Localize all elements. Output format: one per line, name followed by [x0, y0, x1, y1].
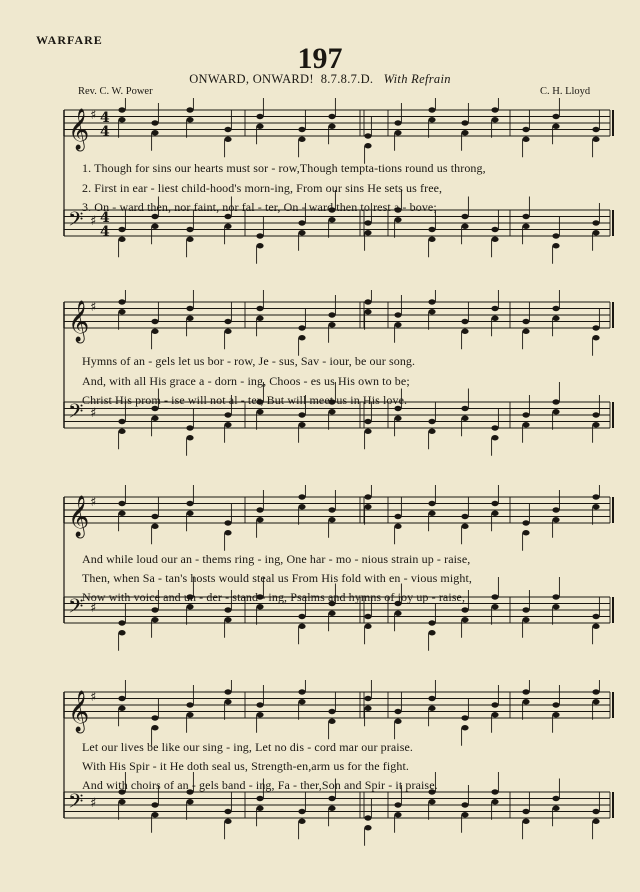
notehead: [592, 137, 599, 142]
notehead: [151, 224, 158, 229]
notehead: [224, 699, 231, 704]
notehead: [592, 412, 599, 417]
notehead: [151, 812, 158, 817]
notehead: [328, 709, 335, 714]
notehead: [256, 409, 263, 414]
notehead: [118, 511, 125, 516]
section-heading: WARFARE: [36, 33, 103, 47]
notehead: [256, 124, 263, 129]
notehead: [364, 696, 371, 701]
notehead: [394, 217, 401, 222]
notehead: [118, 237, 125, 242]
notehead: [461, 514, 468, 519]
notehead: [298, 230, 305, 235]
sharp-icon: ♯: [90, 108, 97, 123]
notehead: [151, 514, 158, 519]
notehead: [522, 224, 529, 229]
notehead: [364, 299, 371, 304]
notehead: [394, 322, 401, 327]
notehead: [461, 319, 468, 324]
notehead: [256, 233, 263, 238]
notehead: [364, 230, 371, 235]
notehead: [491, 316, 498, 321]
notehead: [298, 335, 305, 340]
notehead: [552, 796, 559, 801]
notehead: [298, 809, 305, 814]
notehead: [118, 706, 125, 711]
notehead: [364, 419, 371, 424]
notehead: [428, 299, 435, 304]
notehead: [491, 237, 498, 242]
notehead: [522, 530, 529, 535]
notehead: [151, 329, 158, 334]
notehead: [186, 306, 193, 311]
notehead: [552, 806, 559, 811]
notehead: [592, 614, 599, 619]
notehead: [224, 422, 231, 427]
notehead: [118, 107, 125, 112]
notehead: [364, 309, 371, 314]
notehead: [118, 630, 125, 635]
notehead: [256, 712, 263, 717]
notehead: [328, 719, 335, 724]
notehead: [552, 114, 559, 119]
notehead: [224, 137, 231, 142]
notehead: [491, 511, 498, 516]
notehead: [186, 316, 193, 321]
notehead: [328, 114, 335, 119]
notehead: [428, 620, 435, 625]
notehead: [118, 227, 125, 232]
notehead: [328, 217, 335, 222]
lyric-line: Then, when Sa - tan's hosts would steal us From His fold with en - vious might,: [82, 571, 473, 585]
refrain-note: With Refrain: [383, 72, 451, 86]
lyric-line: With His Spir - it He doth seal us, Strength-en,arm us for the fight.: [82, 759, 410, 773]
notehead: [118, 429, 125, 434]
notehead: [552, 316, 559, 321]
notehead: [394, 514, 401, 519]
notehead: [256, 243, 263, 248]
notehead: [491, 117, 498, 122]
notehead: [224, 127, 231, 132]
notehead: [151, 319, 158, 324]
notehead: [224, 329, 231, 334]
notehead: [298, 614, 305, 619]
notehead: [491, 107, 498, 112]
notehead: [491, 501, 498, 506]
notehead: [224, 809, 231, 814]
notehead: [428, 630, 435, 635]
lyric-line: Hymns of an - gels let us bor - row, Je - sus, Sav - iour, be our song.: [82, 354, 416, 368]
notehead: [298, 494, 305, 499]
notehead: [394, 812, 401, 817]
notehead: [552, 712, 559, 717]
notehead: [151, 120, 158, 125]
notehead: [592, 494, 599, 499]
notehead: [428, 117, 435, 122]
title-line: [0, 72, 640, 87]
bass-clef-icon: 𝄢: [68, 594, 84, 623]
notehead: [592, 699, 599, 704]
notehead: [224, 412, 231, 417]
notehead: [364, 494, 371, 499]
notehead: [592, 689, 599, 694]
notehead: [461, 416, 468, 421]
notehead: [224, 224, 231, 229]
notehead: [186, 117, 193, 122]
notehead: [364, 429, 371, 434]
notehead: [592, 335, 599, 340]
notehead: [428, 706, 435, 711]
notehead: [151, 715, 158, 720]
notehead: [256, 114, 263, 119]
notehead: [491, 435, 498, 440]
notehead: [394, 709, 401, 714]
notehead: [461, 607, 468, 612]
notehead: [522, 809, 529, 814]
notehead: [364, 815, 371, 820]
notehead: [592, 220, 599, 225]
notehead: [298, 220, 305, 225]
notehead: [118, 696, 125, 701]
notehead: [461, 120, 468, 125]
notehead: [118, 419, 125, 424]
notehead: [298, 325, 305, 330]
notehead: [186, 511, 193, 516]
notehead: [522, 699, 529, 704]
notehead: [224, 530, 231, 535]
notehead: [364, 143, 371, 148]
notehead: [256, 806, 263, 811]
notehead: [592, 504, 599, 509]
sharp-icon: ♯: [90, 796, 97, 811]
notehead: [592, 809, 599, 814]
notehead: [224, 689, 231, 694]
hymn-number: 197: [297, 42, 343, 75]
notehead: [461, 725, 468, 730]
notehead: [461, 715, 468, 720]
notehead: [328, 322, 335, 327]
notehead: [118, 299, 125, 304]
notehead: [151, 416, 158, 421]
notehead: [428, 696, 435, 701]
notehead: [118, 620, 125, 625]
notehead: [522, 617, 529, 622]
notehead: [428, 799, 435, 804]
notehead: [118, 799, 125, 804]
bass-clef-icon: 𝄢: [68, 399, 84, 428]
notehead: [522, 422, 529, 427]
notehead: [592, 819, 599, 824]
notehead: [552, 409, 559, 414]
lyric-line: 1. Though for sins our hearts must sor - row,Though tempta-tions round us throng,: [82, 161, 486, 175]
lyric-line: 2. First in ear - liest child-hood's morn-ing, From our sins He sets us free,: [82, 181, 443, 195]
notehead: [364, 133, 371, 138]
notehead: [522, 520, 529, 525]
notehead: [224, 607, 231, 612]
notehead: [364, 825, 371, 830]
notehead: [522, 689, 529, 694]
notehead: [151, 524, 158, 529]
notehead: [256, 796, 263, 801]
notehead: [298, 819, 305, 824]
notehead: [364, 220, 371, 225]
lyric-line: Let our lives be like our sing - ing, Let no dis - cord mar our praise.: [82, 740, 414, 754]
notehead: [224, 319, 231, 324]
notehead: [428, 237, 435, 242]
notehead: [328, 124, 335, 129]
notehead: [461, 524, 468, 529]
notehead: [428, 227, 435, 232]
notehead: [552, 124, 559, 129]
lyric-line: And, with all His grace a - dorn - ing, Choos - es us His own to be;: [82, 374, 410, 388]
notehead: [298, 127, 305, 132]
notehead: [328, 796, 335, 801]
notehead: [328, 312, 335, 317]
notehead: [522, 607, 529, 612]
notehead: [522, 329, 529, 334]
notehead: [552, 306, 559, 311]
notehead: [186, 227, 193, 232]
notehead: [522, 137, 529, 142]
notehead: [428, 429, 435, 434]
notehead: [186, 107, 193, 112]
time-signature-denominator: 4: [100, 124, 110, 140]
notehead: [298, 422, 305, 427]
notehead: [151, 130, 158, 135]
notehead: [428, 501, 435, 506]
notehead: [522, 127, 529, 132]
notehead: [118, 501, 125, 506]
notehead: [592, 230, 599, 235]
time-signature-numerator: 4: [100, 210, 110, 226]
notehead: [224, 617, 231, 622]
notehead: [256, 507, 263, 512]
notehead: [428, 107, 435, 112]
notehead: [328, 517, 335, 522]
time-signature-numerator: 4: [100, 110, 110, 126]
lyric-line: And with choirs of an - gels band - ing, Fa - ther,Son and Spir - it praise.: [82, 778, 438, 792]
sharp-icon: ♯: [90, 495, 97, 510]
composer-credit: C. H. Lloyd: [540, 86, 591, 97]
notehead: [364, 624, 371, 629]
author-credit: Rev. C. W. Power: [78, 86, 153, 97]
notehead: [186, 435, 193, 440]
notehead: [186, 501, 193, 506]
notehead: [461, 329, 468, 334]
notehead: [428, 419, 435, 424]
notehead: [394, 130, 401, 135]
notehead: [298, 699, 305, 704]
lyric-line: Christ His prom - ise will not al - ter, But will meet us in His love.: [82, 393, 408, 407]
notehead: [151, 617, 158, 622]
notehead: [394, 312, 401, 317]
notehead: [552, 702, 559, 707]
notehead: [151, 802, 158, 807]
treble-clef-icon: 𝄞: [68, 691, 90, 732]
notehead: [224, 520, 231, 525]
notehead: [186, 237, 193, 242]
sharp-icon: ♯: [90, 406, 97, 421]
notehead: [394, 611, 401, 616]
notehead: [491, 702, 498, 707]
notehead: [364, 706, 371, 711]
notehead: [328, 806, 335, 811]
notehead: [552, 507, 559, 512]
treble-clef-icon: 𝄞: [68, 301, 90, 342]
notehead: [364, 504, 371, 509]
notehead: [394, 524, 401, 529]
notehead: [461, 224, 468, 229]
notehead: [461, 802, 468, 807]
notehead: [522, 412, 529, 417]
notehead: [328, 409, 335, 414]
notehead: [328, 611, 335, 616]
notehead: [298, 504, 305, 509]
notehead: [491, 799, 498, 804]
notehead: [428, 309, 435, 314]
notehead: [522, 819, 529, 824]
notehead: [118, 309, 125, 314]
treble-clef-icon: 𝄞: [68, 496, 90, 537]
notehead: [461, 617, 468, 622]
notehead: [118, 117, 125, 122]
notehead: [256, 316, 263, 321]
notehead: [298, 624, 305, 629]
notehead: [592, 325, 599, 330]
treble-clef-icon: 𝄞: [68, 109, 90, 150]
notehead: [491, 306, 498, 311]
notehead: [461, 812, 468, 817]
notehead: [592, 422, 599, 427]
notehead: [428, 511, 435, 516]
notehead: [592, 127, 599, 132]
notehead: [298, 412, 305, 417]
notehead: [186, 425, 193, 430]
notehead: [151, 725, 158, 730]
notehead: [256, 702, 263, 707]
lyric-line: 3. On - ward then, nor faint, nor fal - ter, On - ward then to rest a - bove;: [82, 200, 437, 214]
notehead: [461, 130, 468, 135]
notehead: [552, 243, 559, 248]
notehead: [298, 137, 305, 142]
sharp-icon: ♯: [90, 300, 97, 315]
time-signature-denominator: 4: [100, 224, 110, 240]
notehead: [328, 507, 335, 512]
notehead: [552, 233, 559, 238]
notehead: [491, 425, 498, 430]
notehead: [394, 416, 401, 421]
bass-clef-icon: 𝄢: [68, 789, 84, 818]
meter: 8.7.8.7.D.: [320, 72, 374, 86]
notehead: [394, 120, 401, 125]
sharp-icon: ♯: [90, 690, 97, 705]
notehead: [256, 517, 263, 522]
sharp-icon: ♯: [90, 214, 97, 229]
notehead: [186, 799, 193, 804]
notehead: [186, 702, 193, 707]
sharp-icon: ♯: [90, 601, 97, 616]
notehead: [224, 819, 231, 824]
notehead: [592, 624, 599, 629]
notehead: [491, 227, 498, 232]
notehead: [298, 689, 305, 694]
notehead: [394, 719, 401, 724]
notehead: [186, 712, 193, 717]
notehead: [394, 802, 401, 807]
notehead: [151, 607, 158, 612]
notehead: [522, 319, 529, 324]
hymn-title: ONWARD, ONWARD!: [189, 72, 314, 86]
notehead: [552, 517, 559, 522]
notehead: [256, 306, 263, 311]
notehead: [364, 614, 371, 619]
notehead: [491, 712, 498, 717]
bass-clef-icon: 𝄢: [68, 207, 84, 236]
lyric-line: And while loud our an - thems ring - ing, One har - mo - nious strain up - raise,: [82, 552, 471, 566]
lyric-line: Now with voice and un - der - stand - ing, Psalms and hymns of joy up - raise,: [82, 590, 466, 604]
